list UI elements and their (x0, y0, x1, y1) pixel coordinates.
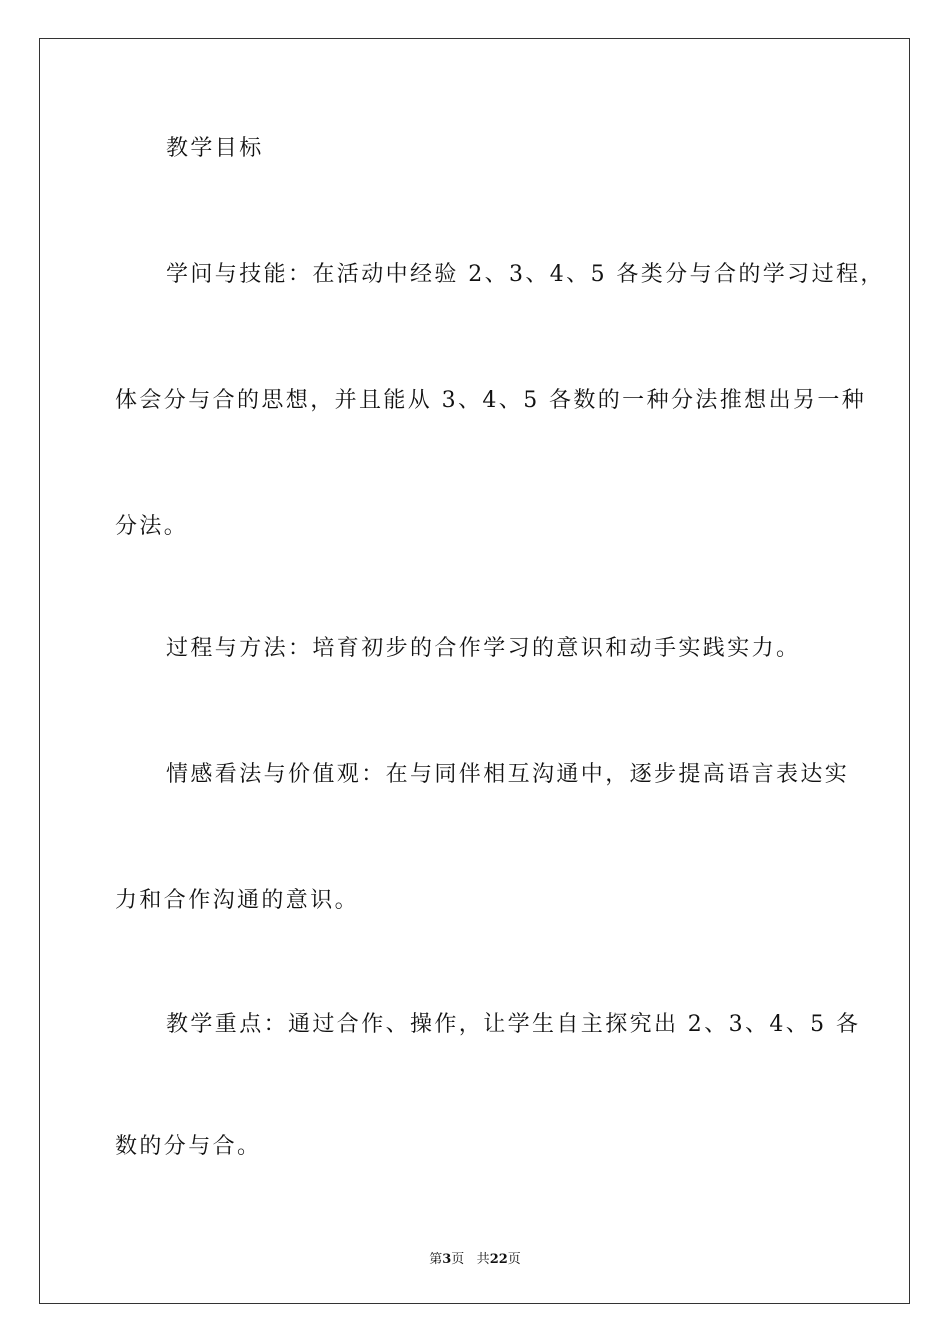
paragraph-line: 体会分与合的思想，并且能从 3、4、5 各数的一种分法推想出另一种 (115, 388, 867, 413)
paragraph-line: 情感看法与价值观：在与同伴相互沟通中，逐步提高语言表达实 (166, 762, 850, 787)
paragraph-line: 教学重点：通过合作、操作，让学生自主探究出 2、3、4、5 各 (166, 1012, 861, 1037)
page-number: 3 (442, 1252, 452, 1267)
page-border (39, 38, 910, 1304)
total-prefix: 共 (476, 1252, 490, 1267)
page-footer (0, 1248, 950, 1267)
section-heading: 教学目标 (166, 136, 264, 161)
paragraph-line: 数的分与合。 (115, 1134, 262, 1159)
total-suffix: 页 (507, 1252, 521, 1267)
paragraph-line: 过程与方法：培育初步的合作学习的意识和动手实践实力。 (166, 636, 801, 661)
paragraph-line: 分法。 (115, 514, 189, 539)
paragraph-line: 学问与技能：在活动中经验 2、3、4、5 各类分与合的学习过程， (166, 262, 885, 287)
page-prefix: 第 (429, 1252, 443, 1267)
paragraph-line: 力和合作沟通的意识。 (115, 888, 360, 913)
page-suffix: 页 (451, 1252, 465, 1267)
total-pages: 22 (489, 1252, 508, 1267)
